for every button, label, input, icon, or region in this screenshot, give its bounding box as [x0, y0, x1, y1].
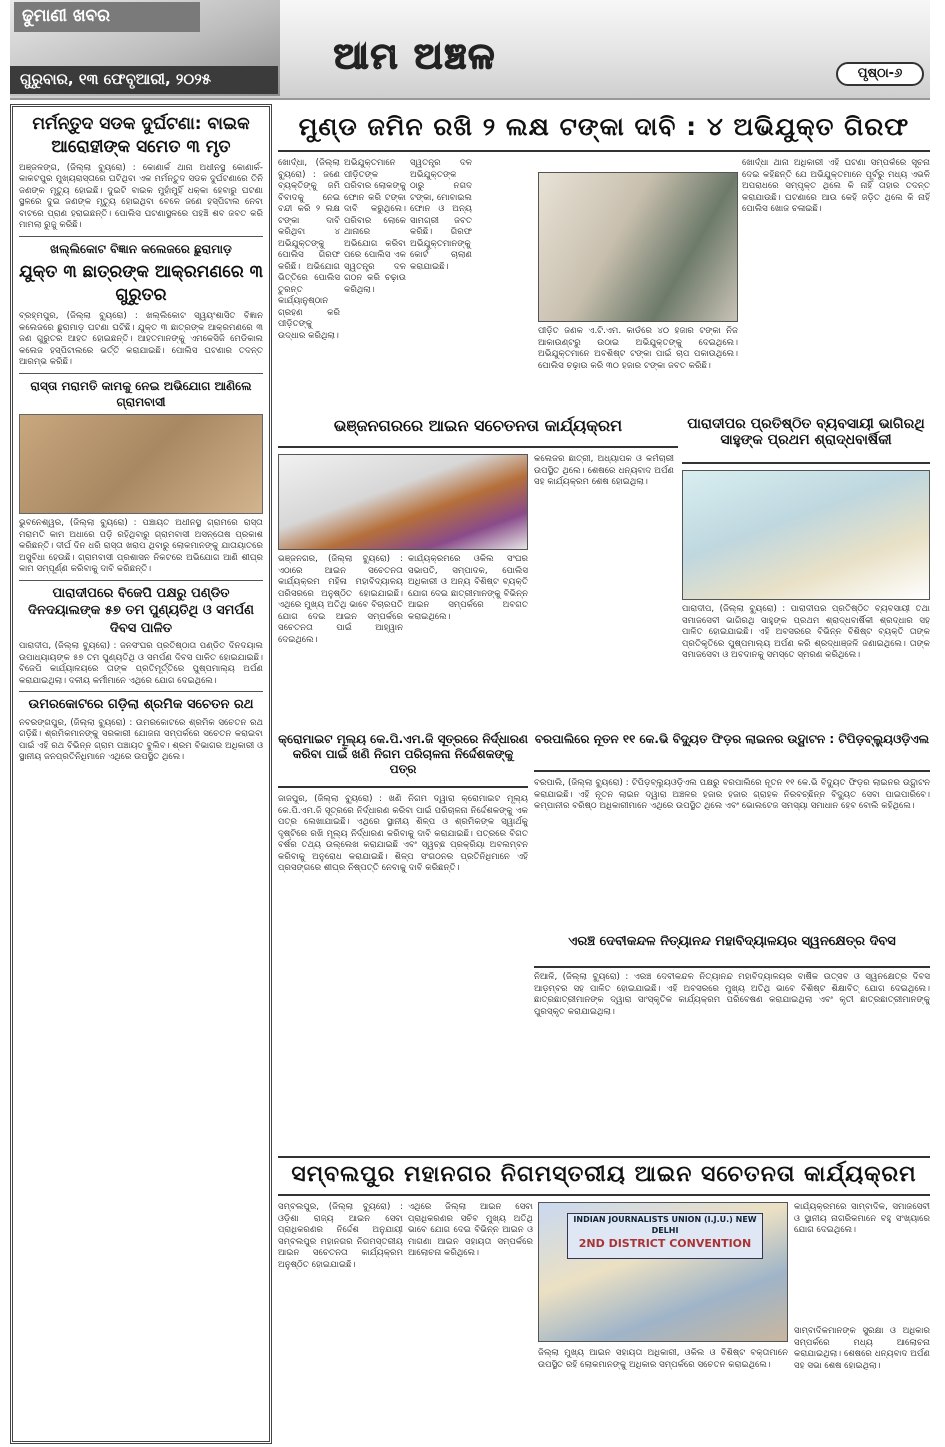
college-column: ନିଆଳି, (ଜିଲ୍ଲା ବ୍ୟୁରୋ) : ଏରଞ୍ଚ ଦେବୀକନ୍ଦଳ ନିତ୍ୟାନନ୍ଦ ମହାବିଦ୍ୟାଳୟର ବାର୍ଷିକ ଉତ୍ସବ ଓ ସ୍ୱନକ୍ଷେତ୍ର ଦିବସ ଆଡ଼ମ୍ବର ସହ ପାଳିତ ହୋଇଯାଇଛି। ଏହି ଅବସରରେ ମୁଖ୍ୟ ଅତିଥି ଭାବେ ବିଶିଷ୍ଟ ଶିକ୍ଷାବିତ୍ ଯୋଗ ଦେଇଥିଲେ। ଛାତ୍ରଛାତ୍ରୀମାନଙ୍କ ଦ୍ୱାରା ସାଂସ୍କୃତିକ କାର୍ଯ୍ୟକ୍ରମ ପରିବେଷଣ କରାଯାଇଥିଲା ଏବଂ କୃତୀ ଛାତ୍ରଛାତ୍ରୀମାନଙ୍କୁ ପୁରସ୍କୃତ କରାଯାଇଥିଲା। — [534, 972, 930, 1017]
bottom-story-column: କାର୍ଯ୍ୟକ୍ରମରେ ସାମ୍ବାଦିକ, ସମାଜସେବୀ ଓ ସ୍ଥାନୀୟ ନାଗରିକମାନେ ବହୁ ସଂଖ୍ୟାରେ ଯୋଗ ଦେଇଥିଲେ। — [794, 1202, 930, 1236]
divider — [19, 580, 263, 581]
story-body: ଭୁବନେଶ୍ୱର, (ଜିଲ୍ଲା ବ୍ୟୁରୋ) : ପଞ୍ଚାୟତ ଅଧୀନସ୍ଥ ଗ୍ରାମରେ ରାସ୍ତା ମରାମତି କାମ ଅଧାରେ ପଡ଼ି ରହିଥିବାରୁ ଗ୍ରାମବାସୀ ଅସନ୍ତୋଷ ପ୍ରକାଶ କରିଛନ୍ତି। ଦୀର୍ଘ ଦିନ ଧରି ରାସ୍ତା ଖରାପ ଥିବାରୁ ଲୋକମାନଙ୍କୁ ଯାତାୟାତରେ ଅସୁବିଧା ହେଉଛି। ଗ୍ରାମବାସୀ ପ୍ରଶାସନ ନିକଟରେ ଅଭିଯୋଗ ଆଣି ଶୀଘ୍ର କାମ ସମ୍ପୂର୍ଣ୍ଣ କରିବାକୁ ଦାବି କରିଛନ୍ତି। — [19, 517, 263, 575]
top-story-column: ଖୋର୍ଦ୍ଧା ଥାନା ଅଧିକାରୀ ଏହି ଘଟଣା ସମ୍ପର୍କରେ ସୂଚନା ଦେଇ କହିଛନ୍ତି ଯେ ଅଭିଯୁକ୍ତମାନେ ପୂର୍ବରୁ ମଧ୍ୟ ଏଭଳି ଅପରାଧରେ ସମ୍ପୃକ୍ତ ଥିଲେ କି ନାହିଁ ତାହାର ତଦନ୍ତ କରାଯାଉଛି। ଘଟଣାରେ ଆଉ କେହି ଜଡ଼ିତ ଥିଲେ କି ନାହିଁ ପୋଲିସ ଖୋଜ ଚଳାଇଛି। — [742, 158, 930, 215]
convention-banner — [567, 1213, 763, 1259]
story-body: ପାରାଦୀପ, (ଜିଲ୍ଲା ବ୍ୟୁରୋ) : ଜନସଂଘର ପ୍ରତିଷ୍ଠାତା ପଣ୍ଡିତ ଦିନଦୟାଲ ଉପାଧ୍ୟାୟଙ୍କ ୫୭ ତମ ପୁଣ୍ୟତିଥି ଓ ସମର୍ପଣ ଦିବସ ପାଳିତ ହୋଇଯାଇଛି। ବିଜେପି କାର୍ଯ୍ୟାଳୟରେ ତାଙ୍କ ପ୍ରତିମୂର୍ତ୍ତିରେ ପୁଷ୍ପମାଲ୍ୟ ଅର୍ପଣ କରାଯାଇଥିଲା। ଦଳୀୟ କର୍ମୀମାନେ ଏଥିରେ ଯୋଗ ଦେଇଥିଲେ। — [19, 641, 263, 686]
bhanjanagar-column: କାର୍ଯ୍ୟକ୍ରମରେ ଓକିଲ ସଂଘର ସଭାପତି, ସମ୍ପାଦକ, ପୋଲିସ ଅଧିକାରୀ ଓ ଅନ୍ୟ ବିଶିଷ୍ଟ ବ୍ୟକ୍ତି ଯୋଗ ଦେଇ ଛାତ୍ରୀମାନଙ୍କୁ ବିଭିନ୍ନ ଆଇନ ସମ୍ପର୍କରେ ଅବଗତ କରାଇଥିଲେ। — [408, 554, 528, 622]
story-body: ବ୍ରହ୍ମପୁର, (ଜିଲ୍ଲା ବ୍ୟୁରୋ) : ଖଲ୍ଲିକୋଟ ସ୍ୱୟଂଶାସିତ ବିଜ୍ଞାନ କଲେଜରେ ଛୁରାମାଡ଼ ଘଟଣା ଘଟିଛି। ଯୁକ୍ତ ୩ ଛାତ୍ରଙ୍କ ଆକ୍ରମଣରେ ୩ ଜଣ ଗୁରୁତର ଆହତ ହୋଇଛନ୍ତି। ଆହତମାନଙ୍କୁ ଏମକେସିଜି ମେଡିକାଲ କଲେଜ ହସ୍ପିଟାଲରେ ଭର୍ତ୍ତି କରାଯାଇଛି। ପୋଲିସ ଘଟଣାର ତଦନ୍ତ ଆରମ୍ଭ କରିଛି। — [19, 311, 263, 368]
top-story-column: ଅଭିଯୁକ୍ତମାନେ ପୀଡ଼ିତଙ୍କ ପରିବାର ଲୋକଙ୍କୁ ଫୋନ କରି ଟଙ୍କା ଦାବି କରୁଥିଲେ। ପରିବାର ଲୋକେ ଥାନାରେ ଅଭିଯୋଗ କରିବା ପରେ ପୋଲିସ ଏକ ସ୍ୱତନ୍ତ୍ର ଦଳ ଗଠନ କରି ଚଢ଼ାଉ କରିଥିଲା। — [344, 158, 406, 295]
feeder-column: ବରପାଲି, (ଜିଲ୍ଲା ବ୍ୟୁରୋ) : ଟିପିଡ଼ବ୍ଲ୍ୟୁଓଡ଼ିଏଲ ପକ୍ଷରୁ ବରପାଲିରେ ନୂତନ ୧୧ କେ.ଭି ବିଦ୍ୟୁତ ଫିଡ଼ର ଲାଇନର ଉଦ୍ଘାଟନ କରାଯାଇଛି। ଏହି ନୂତନ ଲାଇନ ଦ୍ୱାରା ଅଞ୍ଚଳର ହଜାର ହଜାର ଗ୍ରାହକ ନିରବଚ୍ଛିନ୍ନ ବିଦ୍ୟୁତ ସେବା ପାଇପାରିବେ। କମ୍ପାନୀର ବରିଷ୍ଠ ଅଧିକାରୀମାନେ ଏଥିରେ ଉପସ୍ଥିତ ଥିଲେ ଏବଂ ଭୋଲଟେଜ ସମସ୍ୟା ସମାଧାନ ହେବ ବୋଲି କହିଥିଲେ। — [534, 778, 930, 812]
divider — [19, 373, 263, 374]
main-area — [278, 104, 930, 1444]
story-headline: ପାରାଦୀପରେ ବିଜେପି ପକ୍ଷରୁ ପଣ୍ଡିତ ଦିନଦୟାଲଙ୍କ ୫୭ ତମ ପୁଣ୍ୟତିଥି ଓ ସମର୍ପଣ ଦିବସ ପାଳିତ — [28, 585, 254, 636]
top-story-column: ପୀଡ଼ିତ ଜଣକ ଏ.ଟି.ଏମ. କାର୍ଡରେ ୪୦ ହଜାର ଟଙ୍କା ନିଜ ଆକାଉଣ୍ଟରୁ ଉଠାଇ ଅଭିଯୁକ୍ତଙ୍କୁ ଦେଇଥିଲେ। ଅଭିଯୁକ୍ତମାନେ ଅବଶିଷ୍ଟ ଟଙ୍କା ପାଇଁ ଚାପ ପକାଉଥିଲେ। ପୋଲିସ ଚଢ଼ାଉ କରି ୩୦ ହଜାର ଟଙ୍କା ଜବତ କରିଛି। — [538, 326, 738, 371]
page-number: ପୃଷ୍ଠା-୬ — [836, 62, 924, 86]
bhanjanagar-headline: ଭଞ୍ଜନଗରରେ ଆଇନ ସଚେତନତା କାର୍ଯ୍ୟକ୍ରମ — [278, 416, 678, 448]
divider — [19, 691, 263, 692]
paradip-column: ପାରାଦୀପ, (ଜିଲ୍ଲା ବ୍ୟୁରୋ) : ପାରାଦୀପର ପ୍ରତିଷ୍ଠିତ ବ୍ୟବସାୟୀ ତଥା ସମାଜସେବୀ ଭାଗିରଥି ସାହୁଙ୍କ ପ୍ରଥମ ଶ୍ରାଦ୍ଧବାର୍ଷିକୀ ଶ୍ରଦ୍ଧାର ସହ ପାଳିତ ହୋଇଯାଇଛି। ଏହି ଅବସରରେ ବିଭିନ୍ନ ବିଶିଷ୍ଟ ବ୍ୟକ୍ତି ତାଙ୍କ ପ୍ରତିକୃତିରେ ପୁଷ୍ପମାଲ୍ୟ ଅର୍ପଣ କରି ଶ୍ରଦ୍ଧାଞ୍ଜଳି ଜଣାଇଥିଲେ। ତାଙ୍କ ସମାଜସେବା ଓ ଅବଦାନକୁ ସମସ୍ତେ ସ୍ମରଣ କରିଥିଲେ। — [682, 604, 930, 661]
left-column — [10, 104, 272, 1444]
banner-text: INDIAN JOURNALISTS UNION (I.J.U.) NEW DELHI — [573, 1215, 757, 1236]
chromite-column: ଜାଜପୁର, (ଜିଲ୍ଲା ବ୍ୟୁରୋ) : ଖଣି ନିଗମ ଦ୍ୱାରା କ୍ରୋମାଇଟ ମୂଲ୍ୟ କେ.ପି.ଏମ.ଜି ସୂତ୍ରରେ ନିର୍ଦ୍ଧାରଣ କରିବା ପାଇଁ ପରିଚାଳନା ନିର୍ଦ୍ଦେଶକଙ୍କୁ ଏକ ପତ୍ର ଲେଖାଯାଇଛି। ଏଥିରେ ସ୍ଥାନୀୟ ଶିଳ୍ପ ଓ ଶ୍ରମିକଙ୍କ ସ୍ୱାର୍ଥକୁ ଦୃଷ୍ଟିରେ ରଖି ମୂଲ୍ୟ ନିର୍ଦ୍ଧାରଣ କରିବାକୁ ଦାବି କରାଯାଇଛି। ପତ୍ରରେ ବିଗତ ବର୍ଷର ତଥ୍ୟ ଉଲ୍ଲେଖ କରାଯାଇଛି ଏବଂ ସ୍ୱଚ୍ଛ ପ୍ରକ୍ରିୟା ଅବଲମ୍ବନ କରିବାକୁ ଅନୁରୋଧ କରାଯାଇଛି। ଶିଳ୍ପ ସଂଗଠନର ପ୍ରତିନିଧିମାନେ ଏହି ପ୍ରସଙ୍ଗରେ ଶୀଘ୍ର ନିଷ୍ପତ୍ତି ନେବାକୁ ଦାବି କରିଛନ୍ତି। — [278, 794, 528, 874]
college-headline: ଏରଞ୍ଚ ଦେବୀକନ୍ଦଳ ନିତ୍ୟାନନ୍ଦ ମହାବିଦ୍ୟାଳୟର ସ୍ୱନକ୍ଷେତ୍ର ଦିବସ — [534, 934, 930, 968]
bhanjanagar-column: କଲେଜର ଛାତ୍ରୀ, ଅଧ୍ୟାପକ ଓ କର୍ମଚାରୀ ଉପସ୍ଥିତ ଥିଲେ। ଶେଷରେ ଧନ୍ୟବାଦ ଅର୍ପଣ ସହ କାର୍ଯ୍ୟକ୍ରମ ଶେଷ ହୋଇଥିଲା। — [534, 454, 674, 488]
story-kicker: ଖଲ୍ଲିକୋଟ ବିଜ୍ଞାନ କଲେଜରେ ଛୁରାମାଡ଼ — [50, 241, 232, 256]
story-headline: ଯୁକ୍ତ ୩ ଛାତ୍ରଙ୍କ ଆକ୍ରମଣରେ ୩ ଗୁରୁତର — [19, 262, 263, 306]
newspaper-brand: ଢୁମାଣୀ ଖବର — [14, 2, 200, 32]
story-body: ନବରଙ୍ଗପୁର, (ଜିଲ୍ଲା ବ୍ୟୁରୋ) : ଉମରକୋଟରେ ଶ୍ରମିକ ସଚେତନ ରଥ ଗଡ଼ିଛି। ଶ୍ରମିକମାନଙ୍କୁ ସରକାରୀ ଯୋଜନା ସମ୍ପର୍କରେ ସଚେତନ କରାଇବା ପାଇଁ ଏହି ରଥ ବିଭିନ୍ନ ଗ୍ରାମ ପଞ୍ଚାୟତ ବୁଲିବ। ଶ୍ରମ ବିଭାଗର ଅଧିକାରୀ ଓ ସ୍ଥାନୀୟ ଜନପ୍ରତିନିଧିମାନେ ଏଥିରେ ଉପସ୍ଥିତ ଥିଲେ। — [19, 717, 263, 763]
story-headline: ରାସ୍ତା ମରାମତି କାମକୁ ନେଇ ଅଭିଯୋଗ ଆଣିଲେ ଗ୍ରାମବାସୀ — [30, 378, 252, 409]
issue-date: ଗୁରୁବାର, ୧୩ ଫେବୃଆରୀ, ୨୦୨୫ — [10, 66, 278, 94]
paradip-photo — [682, 470, 930, 600]
banner-text: 2ND DISTRICT CONVENTION — [578, 1237, 752, 1251]
chromite-headline: କ୍ରୋମାଇଟ ମୂଲ୍ୟ କେ.ପି.ଏମ.ଜି ସୂତ୍ରରେ ନିର୍ଦ୍ଧାରଣ କରିବା ପାଇଁ ଖଣି ନିଗମ ପରିଚାଳନା ନିର୍ଦ୍ଦେଶକଙ୍କୁ ପତ୍ର — [278, 732, 528, 788]
story-headline: ମର୍ମନ୍ତୁଦ ସଡକ ଦୁର୍ଘଟଣା: ବାଇକ ଆରୋହୀଙ୍କ ସମେତ ୩ ମୃତ — [32, 114, 250, 157]
bottom-story-column: ସାମ୍ବାଦିକମାନଙ୍କ ସୁରକ୍ଷା ଓ ଅଧିକାର ସମ୍ପର୍କରେ ମଧ୍ୟ ଆଲୋଚନା କରାଯାଇଥିଲା। ଶେଷରେ ଧନ୍ୟବାଦ ଅର୍ପଣ ସହ ସଭା ଶେଷ ହୋଇଥିଲା। — [794, 1326, 930, 1371]
top-story-headline: ମୁଣ୍ଡ ଜମିନ ରଖି ୨ ଲକ୍ଷ ଟଙ୍କା ଦାବି : ୪ ଅଭିଯୁକ୍ତ ଗିରଫ — [278, 112, 930, 152]
bhanjanagar-photo — [278, 454, 528, 550]
paradip-headline: ପାରାଦୀପର ପ୍ରତିଷ୍ଠିତ ବ୍ୟବସାୟୀ ଭାଗିରଥି ସାହୁଙ୍କ ପ୍ରଥମ ଶ୍ରାଦ୍ଧବାର୍ଷିକୀ — [682, 416, 930, 464]
story-body: ଅଞ୍ଜଳଙ୍ଗ, (ଜିଲ୍ଲା ବ୍ୟୁରୋ) : କୋଣାର୍କ ଥାନା ଅଧୀନସ୍ଥ କୋଣାର୍କ-କାକଟପୁର ମୁଖ୍ୟରାସ୍ତାରେ ଘଟିଥିବା ଏକ ମର୍ମନ୍ତୁଦ ସଡକ ଦୁର୍ଘଟଣାରେ ତିନି ଜଣଙ୍କ ମୃତ୍ୟୁ ହୋଇଛି। ଦୁଇଟି ବାଇକ ମୁହାଁମୁହିଁ ଧକ୍କା ହେବାରୁ ଘଟଣା ସ୍ଥଳରେ ଦୁଇ ଜଣଙ୍କ ମୃତ୍ୟୁ ହୋଇଥିବା ବେଳେ ଜଣେ ହସ୍ପିଟାଲ ନେବା ବାଟରେ ପ୍ରାଣ ହରାଇଛନ୍ତି। ପୋଲିସ ଘଟଣାସ୍ଥଳରେ ପହଞ୍ଚି ଶବ ଜବତ କରି ମାମଲା ରୁଜୁ କରିଛି। — [19, 162, 263, 231]
bottom-story-headline: ସମ୍ବଲପୁର ମହାନଗର ନିଗମସ୍ତରୀୟ ଆଇନ ସଚେତନତା କାର୍ଯ୍ୟକ୍ରମ — [278, 1156, 930, 1196]
top-story-column: ଖୋର୍ଦ୍ଧା, (ଜିଲ୍ଲା ବ୍ୟୁରୋ) : ଜଣେ ବ୍ୟକ୍ତିଙ୍କୁ ଜମି ବିବାଦକୁ ନେଇ ବନ୍ଦୀ କରି ୨ ଲକ୍ଷ ଟଙ୍କା ଦାବି କରିଥିବା ୪ ଅଭିଯୁକ୍ତଙ୍କୁ ପୋଲିସ ଗିରଫ କରିଛି। ଅଭିଯୋଗ ଭିତ୍ତିରେ ପୋଲିସ ତୁରନ୍ତ କାର୍ଯ୍ୟାନୁଷ୍ଠାନ ଗ୍ରହଣ କରି ପୀଡ଼ିତଙ୍କୁ ଉଦ୍ଧାର କରିଥିଲା। — [278, 158, 340, 341]
bottom-story-column: ଏଥିରେ ଜିଲ୍ଲା ଆଇନ ସେବା ପ୍ରାଧିକରଣର ସଚିବ ମୁଖ୍ୟ ଅତିଥି ଭାବେ ଯୋଗ ଦେଇ ବିଭିନ୍ନ ଆଇନ ଓ ମାଗଣା ଆଇନ ସହାୟତା ସମ୍ପର୍କରେ ଆଲୋଚନା କରିଥିଲେ। — [408, 1202, 533, 1259]
divider — [19, 236, 263, 237]
section-title: ଆମ ଅଞ୍ଚଳ — [333, 36, 497, 77]
arrest-photo — [538, 172, 738, 322]
masthead — [10, 0, 930, 100]
story-headline: ଉମରକୋଟରେ ଗଡ଼ିଲା ଶ୍ରମିକ ସଚେତନ ରଥ — [28, 697, 254, 713]
bottom-story-column: ଜିଲ୍ଲା ମୁଖ୍ୟ ଆଇନ ସହାୟତା ଅଧିକାରୀ, ଓକିଲ ଓ ବିଶିଷ୍ଟ ବକ୍ତାମାନେ ଉପସ୍ଥିତ ରହି ଲୋକମାନଙ୍କୁ ଅଧିକାର ସମ୍ପର୍କରେ ସଚେତନ କରାଇଥିଲେ। — [538, 1348, 788, 1370]
road-photo — [19, 414, 263, 514]
feeder-headline: ବରପାଲିରେ ନୂତନ ୧୧ କେ.ଭି ବିଦ୍ୟୁତ ଫିଡ଼ର ଲାଇନର ଉଦ୍ଘାଟନ : ଟିପିଡ଼ବ୍ଲ୍ୟୁଓଡ଼ିଏଲ — [534, 732, 930, 772]
top-story-column: ସ୍ୱତନ୍ତ୍ର ଦଳ ଅଭିଯୁକ୍ତଙ୍କ ଠାରୁ ନଗଦ ଟଙ୍କା, ମୋବାଇଲ ଫୋନ ଓ ଅନ୍ୟ ସାମଗ୍ରୀ ଜବତ କରିଛି। ଗିରଫ ଅଭିଯୁକ୍ତମାନଙ୍କୁ କୋର୍ଟ ଚାଲାଣ କରାଯାଇଛି। — [410, 158, 472, 272]
bhanjanagar-column: ଭଞ୍ଜନଗର, (ଜିଲ୍ଲା ବ୍ୟୁରୋ) : ଏଠାରେ ଆଇନ ସଚେତନତା କାର୍ଯ୍ୟକ୍ରମ ମହିଳା ମହାବିଦ୍ୟାଳୟ ପରିସରରେ ଅନୁଷ୍ଠିତ ହୋଇଯାଇଛି। ଏଥିରେ ମୁଖ୍ୟ ଅତିଥି ଭାବେ ବିଚାରପତି ଯୋଗ ଦେଇ ଆଇନ ସମ୍ପର୍କରେ ସଚେତନତା ପାଇଁ ଆହ୍ୱାନ ଦେଇଥିଲେ। — [278, 554, 403, 645]
convention-photo — [538, 1202, 788, 1342]
bottom-story-column: ସମ୍ବଲପୁର, (ଜିଲ୍ଲା ବ୍ୟୁରୋ) : ଓଡ଼ିଶା ରାଜ୍ୟ ଆଇନ ସେବା ପ୍ରାଧିକରଣର ନିର୍ଦ୍ଦେଶ ଅନୁଯାୟୀ ସମ୍ବଲପୁର ମହାନଗର ନିଗମସ୍ତରୀୟ ଆଇନ ସଚେତନତା କାର୍ଯ୍ୟକ୍ରମ ଅନୁଷ୍ଠିତ ହୋଇଯାଇଛି। — [278, 1202, 403, 1270]
